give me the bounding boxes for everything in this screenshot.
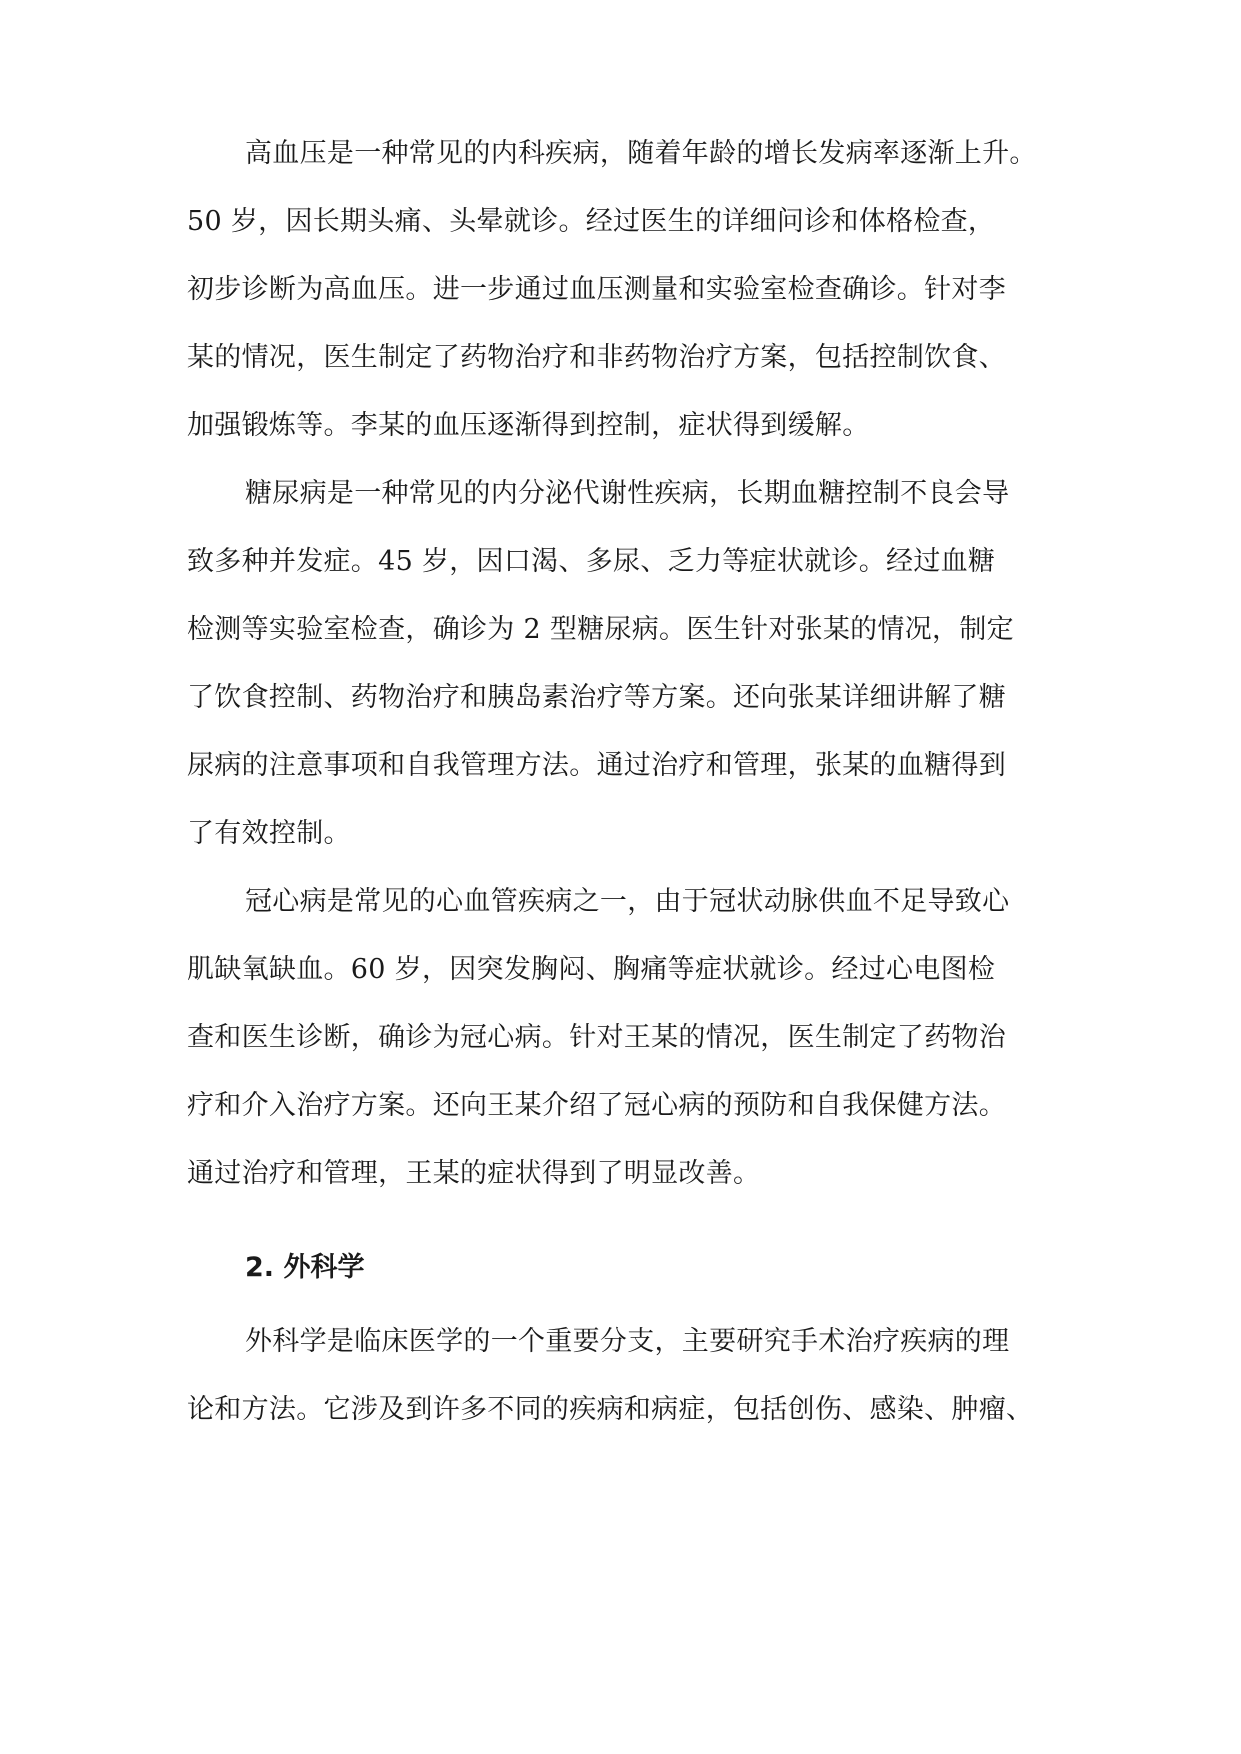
paragraph-2-line-2: 致多种并发症。45 岁，因口渴、多尿、乏力等症状就诊。经过血糖 xyxy=(187,546,996,577)
paragraph-2-line-4: 了饮食控制、药物治疗和胰岛素治疗等方案。还向张某详细讲解了糖 xyxy=(187,682,1006,713)
section-paragraph-line-2: 论和方法。它涉及到许多不同的疾病和病症，包括创伤、感染、肿瘤、 xyxy=(187,1394,1034,1425)
paragraph-2-line-1: 糖尿病是一种常见的内分泌代谢性疾病，长期血糖控制不良会导 xyxy=(245,478,1010,509)
paragraph-1-line-5: 加强锻炼等。李某的血压逐渐得到控制，症状得到缓解。 xyxy=(187,410,870,441)
paragraph-3-line-4: 疗和介入治疗方案。还向王某介绍了冠心病的预防和自我保健方法。 xyxy=(187,1090,1006,1121)
paragraph-3-line-1: 冠心病是常见的心血管疾病之一，由于冠状动脉供血不足导致心 xyxy=(245,886,1010,917)
paragraph-3-line-3: 查和医生诊断，确诊为冠心病。针对王某的情况，医生制定了药物治 xyxy=(187,1022,1006,1053)
paragraph-3-line-5: 通过治疗和管理，王某的症状得到了明显改善。 xyxy=(187,1158,761,1189)
section-heading: 2. 外科学 xyxy=(245,1252,365,1283)
paragraph-3-line-2: 肌缺氧缺血。60 岁，因突发胸闷、胸痛等症状就诊。经过心电图检 xyxy=(187,954,996,985)
paragraph-1-line-3: 初步诊断为高血压。进一步通过血压测量和实验室检查确诊。针对李 xyxy=(187,274,1006,305)
section-paragraph-line-1: 外科学是临床医学的一个重要分支，主要研究手术治疗疾病的理 xyxy=(245,1326,1010,1357)
paragraph-2-line-5: 尿病的注意事项和自我管理方法。通过治疗和管理，张某的血糖得到 xyxy=(187,750,1006,781)
paragraph-2-line-3: 检测等实验室检查，确诊为 2 型糖尿病。医生针对张某的情况，制定 xyxy=(187,614,1014,645)
paragraph-1-line-4: 某的情况，医生制定了药物治疗和非药物治疗方案，包括控制饮食、 xyxy=(187,342,1006,373)
paragraph-1-line-1: 高血压是一种常见的内科疾病，随着年龄的增长发病率逐渐上升。 xyxy=(245,138,1037,169)
paragraph-2-line-6: 了有效控制。 xyxy=(187,818,351,849)
paragraph-1-line-2: 50 岁，因长期头痛、头晕就诊。经过医生的详细问诊和体格检查， xyxy=(187,206,996,237)
